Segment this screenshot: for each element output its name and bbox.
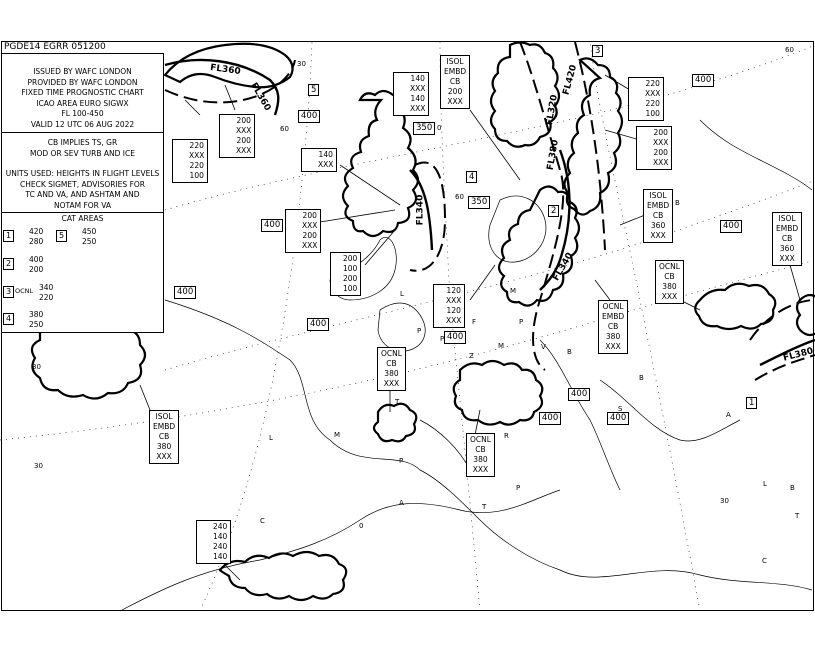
- station-letter: L: [763, 480, 767, 488]
- issuer-line: PROVIDED BY WAFC LONDON: [27, 77, 138, 87]
- tropopause-height: 350: [468, 196, 490, 209]
- jet-fl-label: FL320: [544, 94, 560, 126]
- station-letter: T: [795, 512, 800, 520]
- station-letter: C: [260, 517, 265, 525]
- station-letter: B: [675, 199, 680, 207]
- tropopause-height: 400: [174, 286, 196, 299]
- turb-label: 200 100 200 100: [330, 252, 361, 296]
- turb-label: 220 XXX 220 100: [172, 139, 208, 183]
- station-letter: M: [334, 431, 341, 439]
- cat-values: 340 220: [39, 283, 54, 302]
- note-line: CHECK SIGMET, ADVISORIES FOR: [19, 179, 145, 189]
- cb-label: ISOL EMBD CB 380 XXX: [149, 410, 179, 464]
- turb-label: 240 140 240 140: [196, 520, 231, 564]
- station-letter: B: [790, 484, 795, 492]
- tropopause-height: 400: [568, 388, 590, 401]
- jet-fl-label: FL380: [782, 346, 815, 364]
- station-letter: R: [504, 432, 509, 440]
- station-letter: T: [482, 503, 487, 511]
- cat-values: 400 200: [29, 255, 44, 274]
- tropopause-height: 400: [444, 331, 466, 344]
- cat-values: 450 250: [82, 227, 97, 246]
- tropopause-height: 400: [692, 74, 714, 87]
- tropopause-height: 400: [261, 219, 283, 232]
- tropopause-height: 400: [720, 220, 742, 233]
- cat-box-3: 3: [592, 45, 603, 57]
- cb-label: ISOL EMBD CB 360 XXX: [772, 212, 802, 266]
- grid-label: 30: [720, 497, 729, 505]
- cat-areas-title: CAT AREAS: [61, 214, 104, 223]
- tropopause-height: 400: [307, 318, 329, 331]
- cat-number: 1: [3, 230, 14, 242]
- cat-number: 2: [3, 258, 14, 270]
- jet-fl-label: FL340: [551, 251, 576, 283]
- station-letter: C: [762, 557, 767, 565]
- tropopause-height: 350: [413, 122, 435, 135]
- turb-label: 200 XXX 200 XXX: [219, 114, 255, 158]
- station-letter: Z: [469, 352, 474, 360]
- issuer-line: VALID 12 UTC 06 AUG 2022: [30, 119, 135, 129]
- jet-fl-label: FL340: [415, 194, 426, 226]
- station-letter: M: [510, 287, 517, 295]
- note-line: UNITS USED: HEIGHTS IN FLIGHT LEVELS: [5, 169, 160, 178]
- issuer-line: FL 100-450: [61, 109, 104, 118]
- turb-label: 220 XXX 220 100: [628, 77, 664, 121]
- cat-number: 5: [56, 230, 67, 242]
- station-letter: P: [516, 484, 521, 492]
- cb-label: OCNL CB 380 XXX: [466, 433, 495, 477]
- cat-box-4: 4: [466, 171, 477, 183]
- turb-label: 140 XXX: [301, 148, 337, 172]
- note-line: TC AND VA, AND ASHTAM AND: [25, 190, 140, 199]
- note-line: MOD OR SEV TURB AND ICE: [30, 148, 135, 158]
- jet-fl-label: FL360: [209, 62, 242, 78]
- station-letter: P: [440, 335, 445, 343]
- cat-box-1: 1: [746, 397, 757, 409]
- grid-label: 60: [785, 46, 794, 54]
- jet-fl-label: FL380: [545, 139, 561, 171]
- cat-values: 420 280: [29, 227, 44, 246]
- turb-label: 200 XXX 200 XXX: [285, 209, 321, 253]
- cat-number: 4: [3, 313, 14, 325]
- jet-fl-label: FL420: [561, 63, 580, 97]
- station-letter: P: [417, 327, 422, 335]
- issuer-line: ISSUED BY WAFC LONDON: [33, 67, 132, 76]
- grid-label: 0: [437, 124, 442, 132]
- jet-fl-label: FL360: [248, 81, 273, 113]
- note-line: NOTAM FOR VA: [53, 200, 112, 210]
- station-letter: P: [399, 457, 404, 465]
- station-letter: P: [519, 318, 524, 326]
- tropopause-height: 400: [298, 110, 320, 123]
- cat-box-2: 2: [548, 205, 559, 217]
- turb-label: 200 XXX 200 XXX: [636, 126, 672, 170]
- cat-legend-1: [3, 227, 44, 246]
- station-letter: B: [567, 348, 572, 356]
- cat-box-5: 5: [308, 84, 319, 96]
- issuer-section: [2, 54, 163, 133]
- tropopause-height: 400: [539, 412, 561, 425]
- cat-values: 380 250: [29, 310, 44, 329]
- tropopause-height: 400: [607, 412, 629, 425]
- grid-label: 30: [297, 60, 306, 68]
- station-letter: L: [269, 434, 273, 442]
- turb-label: 140 XXX 140 XXX: [393, 72, 429, 116]
- issuer-line: ICAO AREA EURO SIGWX: [36, 98, 129, 108]
- cat-legend-3: [3, 283, 54, 302]
- grid-label: 30: [34, 462, 43, 470]
- station-letter: A: [399, 499, 404, 507]
- station-letter: F: [472, 318, 477, 326]
- grid-label: 0: [359, 522, 364, 530]
- station-letter: T: [395, 398, 400, 406]
- cat-tag: OCNL: [15, 287, 34, 295]
- cat-legend-2: [3, 255, 44, 274]
- station-letter: M: [498, 342, 505, 350]
- grid-label: 60: [280, 125, 289, 133]
- grid-label: 30: [32, 363, 41, 371]
- notes-section: [2, 133, 163, 213]
- cb-label: OCNL CB 380 XXX: [377, 347, 406, 391]
- cat-legend-5: [56, 227, 97, 246]
- cb-label: OCNL EMBD CB 380 XXX: [598, 300, 628, 354]
- cat-legend-4: [3, 310, 44, 329]
- station-letter: V: [541, 343, 546, 351]
- chart-header: PGDE14 EGRR 051200: [4, 42, 106, 52]
- turb-label: 120 XXX 120 XXX: [433, 284, 465, 328]
- cb-label: ISOL EMBD CB 200 XXX: [440, 55, 470, 109]
- cb-label: ISOL EMBD CB 360 XXX: [643, 189, 673, 243]
- note-line: [2, 159, 163, 169]
- station-letter: L: [400, 290, 404, 298]
- station-letter: A: [726, 411, 731, 419]
- grid-label: 60: [455, 193, 464, 201]
- note-line: CB IMPLIES TS, GR: [47, 138, 118, 147]
- station-letter: B: [639, 374, 644, 382]
- station-letter: S: [618, 405, 623, 413]
- cb-label: OCNL CB 380 XXX: [655, 260, 684, 304]
- cat-number: 3: [3, 286, 14, 298]
- issuer-line: FIXED TIME PROGNOSTIC CHART: [21, 88, 144, 97]
